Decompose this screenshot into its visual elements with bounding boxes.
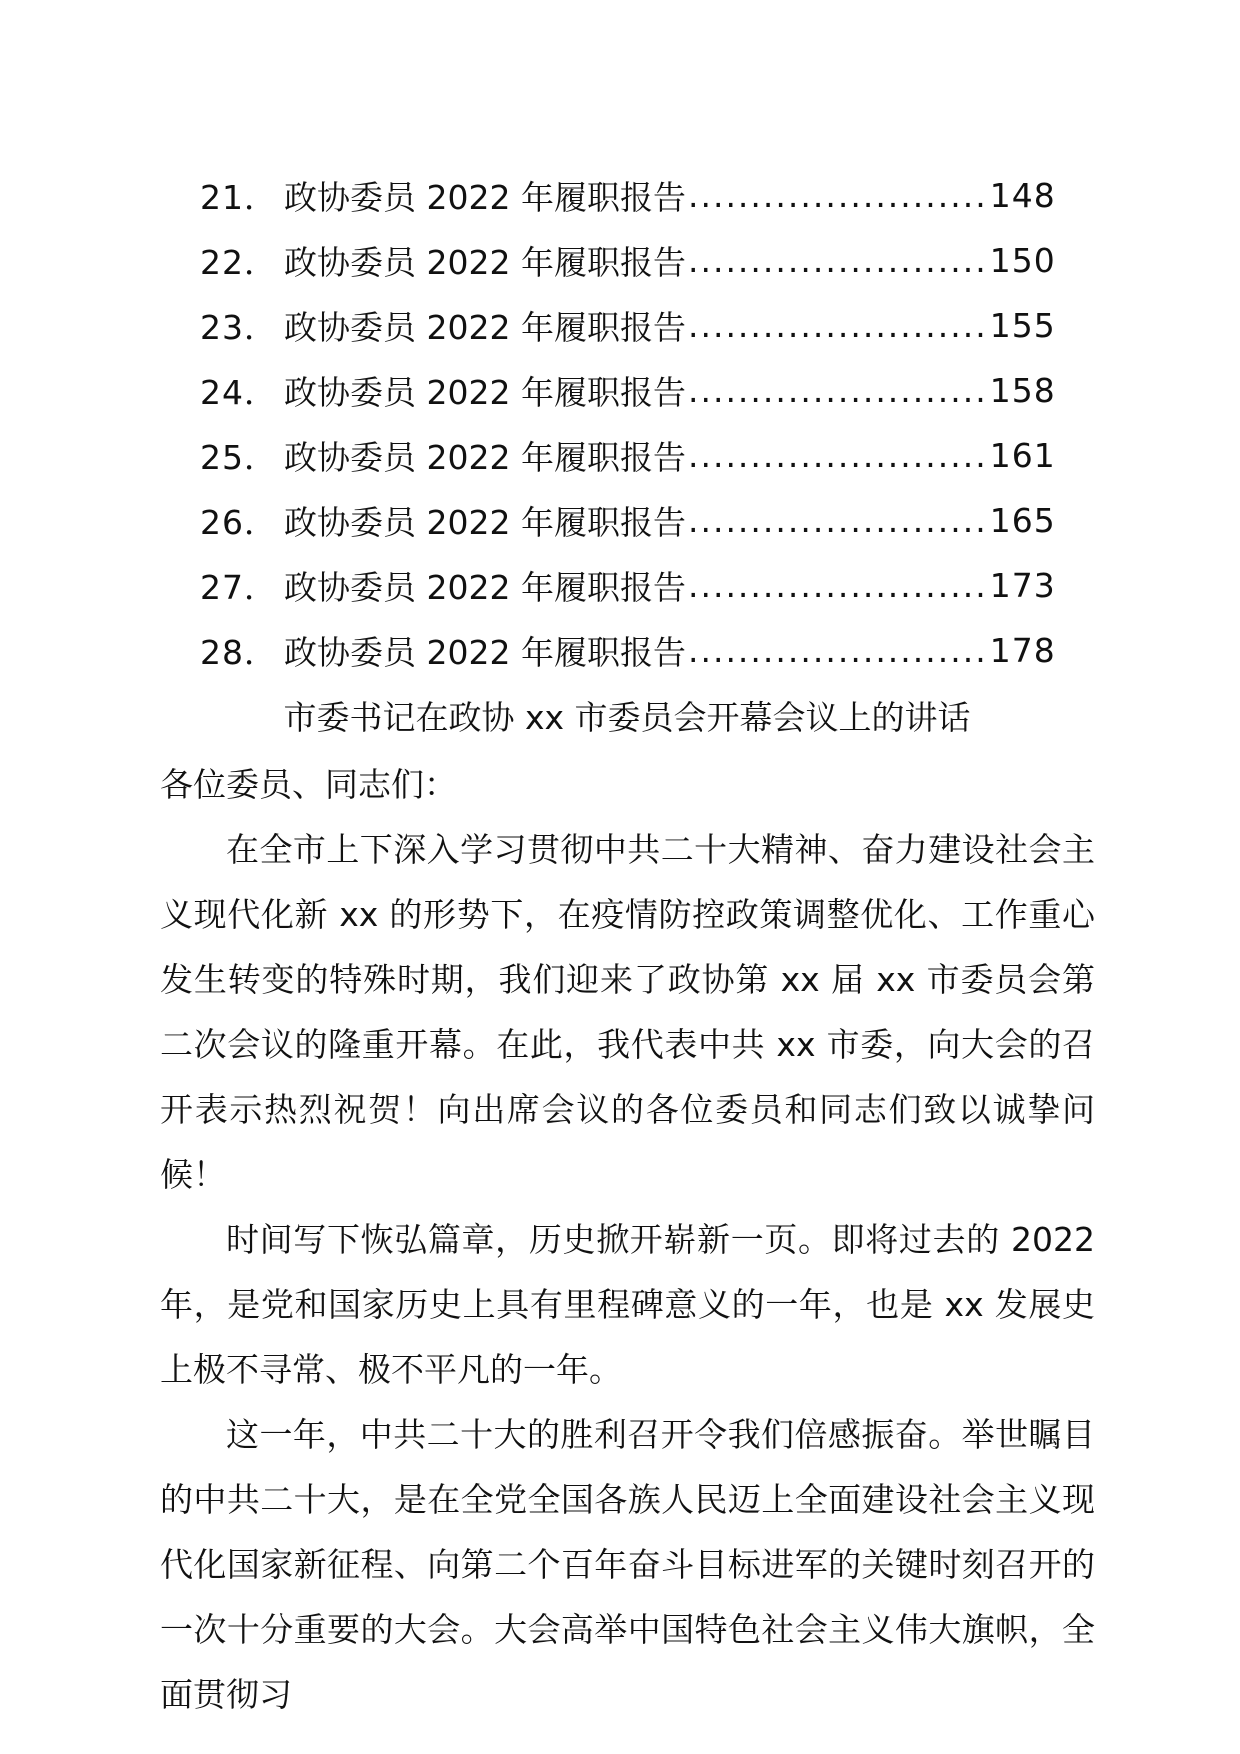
toc-entry[interactable] bbox=[200, 618, 1056, 683]
table-of-contents bbox=[200, 163, 1056, 683]
toc-entry-page: 155 bbox=[989, 306, 1056, 345]
paragraph: 在全市上下深入学习贯彻中共二十大精神、奋力建设社会主义现代化新 xx 的形势下，在疫情防控政策调整优化、工作重心发生转变的特殊时期，我们迎来了政协第 xx 届 xx 市委员会第二次会议的隆重开幕。在此，我代表中共 xx 市委，向大会的召开表示热烈祝贺！向出席会议的各位委员和同志们致以诚挚问候！ bbox=[160, 830, 1095, 1194]
toc-entry[interactable] bbox=[200, 358, 1056, 423]
toc-entry-page: 148 bbox=[989, 176, 1056, 215]
salutation: 各位委员、同志们： bbox=[160, 765, 457, 804]
paragraph: 这一年，中共二十大的胜利召开令我们倍感振奋。举世瞩目的中共二十大，是在全党全国各族人民迈上全面建设社会主义现代化国家新征程、向第二个百年奋斗目标进军的关键时刻召开的一次十分重要的大会。大会高举中国特色社会主义伟大旗帜，全面贯彻习 bbox=[160, 1415, 1095, 1714]
toc-leader-dots: ........................ bbox=[687, 501, 988, 540]
toc-entry-number: 28． bbox=[200, 633, 278, 672]
toc-entry-number: 25． bbox=[200, 438, 278, 477]
toc-entry-title: 政协委员 2022 年履职报告 bbox=[284, 178, 686, 217]
toc-entry[interactable] bbox=[200, 423, 1056, 488]
toc-entry-page: 165 bbox=[989, 501, 1056, 540]
toc-leader-dots: ........................ bbox=[687, 566, 988, 605]
toc-entry-number: 23． bbox=[200, 308, 278, 347]
toc-leader-dots: ........................ bbox=[687, 436, 988, 475]
toc-entry-title: 政协委员 2022 年履职报告 bbox=[284, 308, 686, 347]
toc-leader-dots: ........................ bbox=[687, 371, 988, 410]
toc-entry-title: 政协委员 2022 年履职报告 bbox=[284, 373, 686, 412]
toc-entry-title: 政协委员 2022 年履职报告 bbox=[284, 503, 686, 542]
toc-entry-page: 173 bbox=[989, 566, 1056, 605]
toc-entry[interactable] bbox=[200, 553, 1056, 618]
toc-entry[interactable] bbox=[200, 488, 1056, 553]
toc-leader-dots: ........................ bbox=[687, 176, 988, 215]
toc-entry-page: 150 bbox=[989, 241, 1056, 280]
toc-entry-number: 21． bbox=[200, 178, 278, 217]
toc-entry-title: 政协委员 2022 年履职报告 bbox=[284, 633, 686, 672]
toc-entry-number: 24． bbox=[200, 373, 278, 412]
toc-entry-title: 政协委员 2022 年履职报告 bbox=[284, 243, 686, 282]
toc-entry-title: 政协委员 2022 年履职报告 bbox=[284, 438, 686, 477]
toc-leader-dots: ........................ bbox=[687, 241, 988, 280]
toc-entry-number: 27． bbox=[200, 568, 278, 607]
toc-entry[interactable] bbox=[200, 293, 1056, 358]
toc-leader-dots: ........................ bbox=[687, 306, 988, 345]
speech-body bbox=[160, 752, 1095, 1727]
toc-entry-number: 26． bbox=[200, 503, 278, 542]
paragraph: 时间写下恢弘篇章，历史掀开崭新一页。即将过去的 2022 年，是党和国家历史上具有里程碑意义的一年，也是 xx 发展史上极不寻常、极不平凡的一年。 bbox=[160, 1220, 1095, 1389]
toc-entry-title: 政协委员 2022 年履职报告 bbox=[284, 568, 686, 607]
toc-entry-page: 161 bbox=[989, 436, 1056, 475]
toc-entry[interactable] bbox=[200, 163, 1056, 228]
toc-entry-page: 178 bbox=[989, 631, 1056, 670]
speech-title: 市委书记在政协 xx 市委员会开幕会议上的讲话 bbox=[283, 698, 971, 737]
toc-entry-number: 22． bbox=[200, 243, 278, 282]
toc-entry[interactable] bbox=[200, 228, 1056, 293]
toc-leader-dots: ........................ bbox=[687, 631, 988, 670]
toc-entry-page: 158 bbox=[989, 371, 1056, 410]
